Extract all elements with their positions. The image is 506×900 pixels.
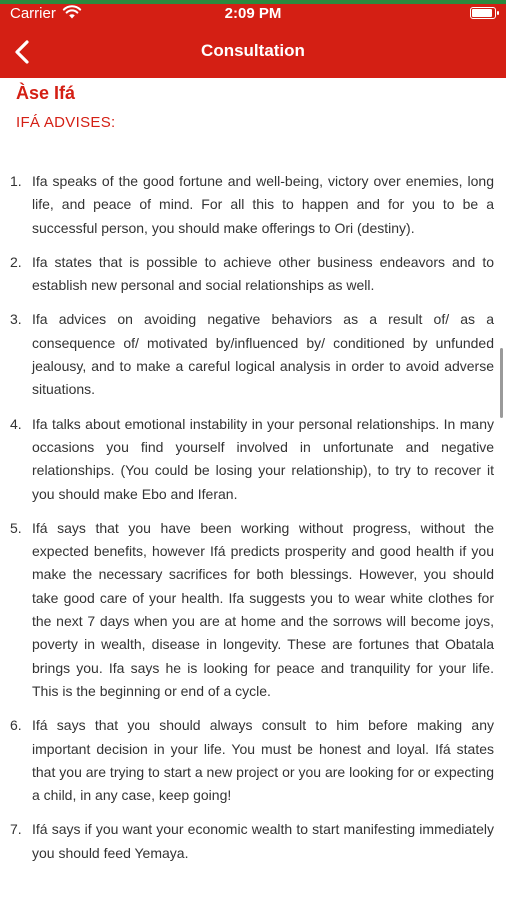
list-item: [10, 818, 494, 865]
list-item: [10, 251, 494, 298]
vertical-scrollbar[interactable]: [500, 348, 503, 418]
app-header: [0, 4, 506, 78]
battery-icon: [470, 7, 496, 19]
page-title: Consultation: [201, 41, 305, 60]
consultation-content[interactable]: [0, 78, 506, 900]
list-item: [10, 517, 494, 703]
list-item: [10, 308, 494, 401]
list-item: [10, 714, 494, 807]
odu-title: Àse Ifá: [16, 83, 76, 103]
item-text: Ifá says that you have been working without progress, without the expected benefits, however Ifá predicts prosperity and good health if you make the necessary sacrifices for both blessings. However, you should take good care of your health. Ifa suggests you to wear white clothes for the next 7 days when you are at home and the sorrows will become joys, poverty in wealth, disease in longevity. These are fortunes that Obatala brings you. Ifa says he is looking for peace and tranquility for your life. This is the beginning or end of a cycle.: [32, 519, 494, 699]
battery-level: [472, 9, 492, 17]
item-text: Ifá says that you should always consult to him before making any important decision in your life. You must be honest and loyal. Ifá states that you are trying to start a new project or you are looking for or expecting a child, in any case, keep going!: [32, 717, 494, 804]
item-number: 7.: [10, 821, 22, 838]
item-text: Ifa speaks of the good fortune and well-being, victory over enemies, long life, and peace of mind. For all this to happen and for you to be a successful person, you should make offerings to Ori (destiny).: [32, 173, 494, 236]
item-text: Ifa states that is possible to achieve other business endeavors and to establish new personal and social relationships as well.: [32, 253, 494, 294]
advice-list: [10, 170, 494, 876]
status-bar: [0, 4, 506, 26]
advises-heading: IFÁ ADVISES:: [16, 114, 116, 131]
item-text: Ifá says if you want your economic wealth to start manifesting immediately you should feed Yemaya.: [32, 821, 494, 861]
item-number: 2.: [10, 253, 22, 270]
navigation-bar: [0, 26, 506, 78]
clock: 2:09 PM: [224, 5, 282, 22]
item-text: Ifa advices on avoiding negative behaviors as a result of/ as a consequence of/ motivated by/influenced by/ conditioned by unfunded jealousy, and to make a careful logical analysis in order to avoid adverse situations.: [32, 311, 494, 398]
item-number: 3.: [10, 311, 22, 328]
item-number: 4.: [10, 415, 22, 432]
carrier-label: Carrier: [10, 5, 56, 22]
item-number: 6.: [10, 717, 22, 734]
item-number: 5.: [10, 519, 22, 536]
item-text: Ifa talks about emotional instability in your personal relationships. In many occasions you find yourself involved in unfortunate and negative relationships. (You could be losing your relationship), to try to recover it you should make Ebo and Iferan.: [32, 415, 494, 502]
list-item: [10, 413, 494, 506]
list-item: [10, 170, 494, 240]
item-number: 1.: [10, 173, 22, 189]
